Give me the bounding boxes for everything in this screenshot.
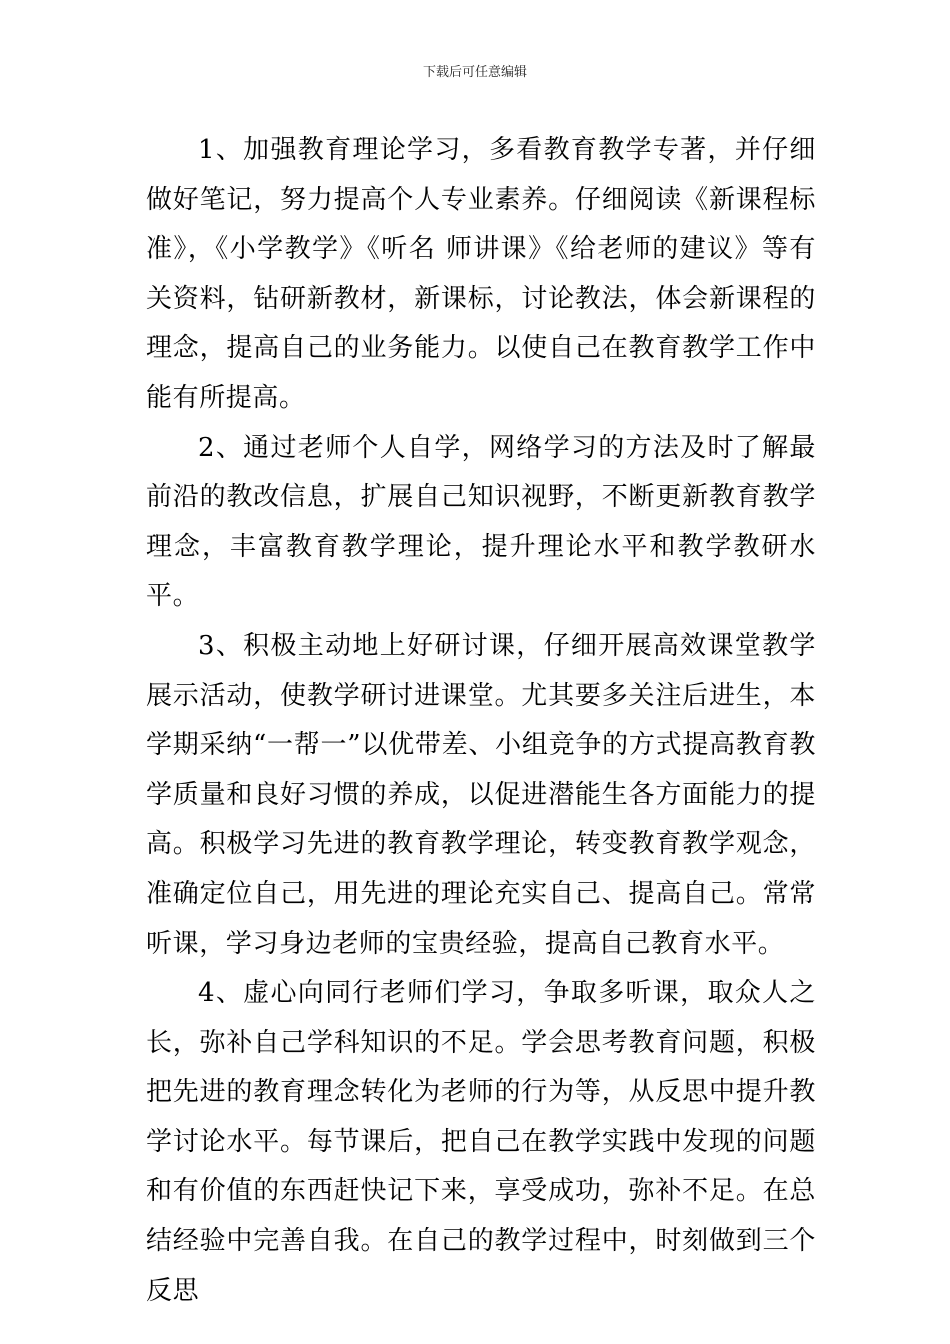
- paragraph-3: 3、积极主动地上好研讨课，仔细开展高效课堂教学展示活动，使教学研讨进课堂。尤其要多关注后进生，本学期采纳“一帮一”以优带差、小组竞争的方式提高教育教学质量和良好习惯的养成，以促进潜能生各方面能力的提高。积极学习先进的教育教学理论，转变教育教学观念，准确定位自己，用先进的理论充实自己、提高自己。常常听课，学习身边老师的宝贵经验，提高自己教育水平。: [146, 630, 816, 959]
- page-header: 下载后可任意编辑: [422, 65, 527, 80]
- paragraph-1: 1、加强教育理论学习，多看教育教学专著，并仔细做好笔记，努力提高个人专业素养。仔细阅读《新课程标准》，《小学教学》《听名 师讲课》《给老师的建议》等有关资料，钻研新教材，新课标，讨论教法，体会新课程的理念，提高自己的业务能力。以使自己在教育教学工作中能有所提高。: [146, 135, 816, 413]
- paragraph-2: 2、通过老师个人自学，网络学习的方法及时了解最前沿的教改信息，扩展自己知识视野，不断更新教育教学理念，丰富教育教学理论，提升理论水平和教学教研水平。: [146, 432, 816, 612]
- document-body: [146, 126, 816, 1316]
- paragraph-4: 4、虚心向同行老师们学习，争取多听课，取众人之长，弥补自己学科知识的不足。学会思考教育问题，积极把先进的教育理念转化为老师的行为等，从反思中提升教学讨论水平。每节课后，把自己在教学实践中发现的问题和有价值的东西赶快记下来，享受成功，弥补不足。在总结经验中完善自我。在自己的教学过程中，时刻做到三个反思: [146, 978, 816, 1306]
